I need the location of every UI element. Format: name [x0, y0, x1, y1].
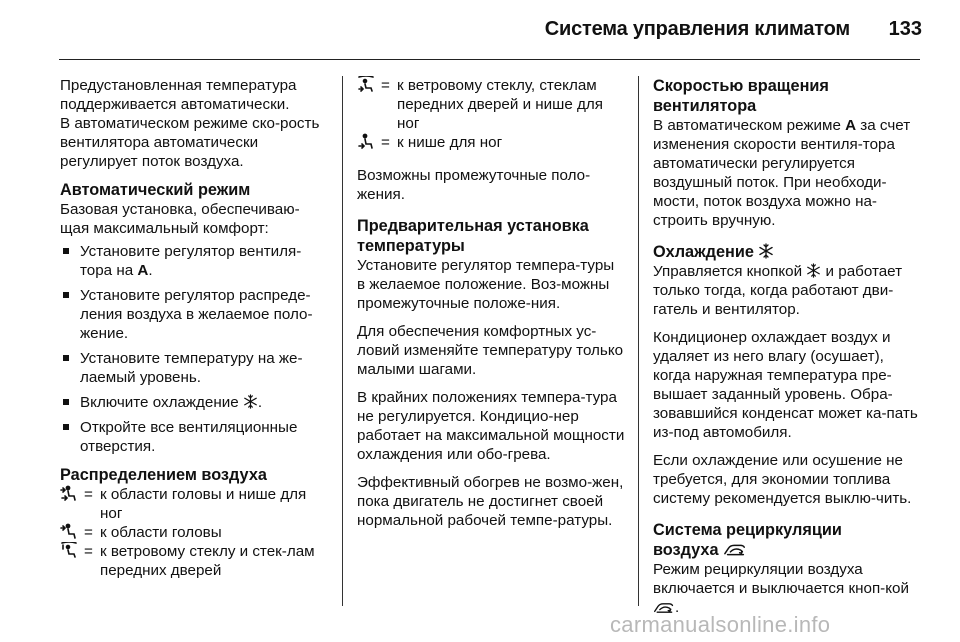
heading-auto-mode: Автоматический режим — [60, 181, 251, 199]
page-number: 133 — [888, 18, 922, 40]
paragraph: Эффективный обогрев не возмо-жен, пока двигатель не достигнет своей нормальной рабочей темпе-ратуры. — [357, 474, 624, 529]
air-feet-icon — [357, 133, 381, 152]
heading-fan-speed: Скоростью вращения вентилятора — [653, 77, 829, 115]
air-windshield-doors-feet-icon — [357, 76, 381, 133]
column-divider — [342, 76, 343, 606]
paragraph: В крайних положениях темпера-тура не регулируется. Кондицио-нер работает на максимальной мощности охлаждения или обо-грева. — [357, 389, 625, 463]
snowflake-icon — [243, 394, 258, 409]
snowflake-icon — [806, 263, 821, 278]
page-header — [0, 0, 960, 62]
paragraph: Для обеспечения комфортных ус-ловий изменяйте температуру только малыми шагами. — [357, 323, 624, 378]
paragraph: Управляется кнопкой и работает только тогда, когда работают дви-гатель и вентилятор. — [653, 263, 903, 318]
paragraph: В автоматическом режиме ско-рость вентилятора автоматически регулирует поток воздуха. — [60, 115, 320, 170]
paragraph: В автоматическом режиме A за счет изменения скорости вентиля-тора автоматически регулируется воздушный поток. При необходи-мости, поток воздуха можно на-строить вручную. — [653, 117, 911, 229]
column-1 — [60, 76, 328, 589]
mode-letter: A — [845, 117, 857, 134]
list-item: Установите температуру на же-лаемый уровень. — [60, 349, 328, 387]
list-item: Установите регулятор распреде-ления воздуха в желаемое поло-жение. — [60, 286, 328, 343]
mode-letter: A — [137, 262, 149, 279]
column-3 — [653, 76, 923, 626]
definition-item: = к ветровому стеклу и стек-лам передних дверей — [60, 542, 328, 580]
air-head-feet-icon — [60, 485, 84, 523]
definition-item: = к ветровому стеклу, стеклам передних дверей и нише для ног — [357, 76, 625, 133]
list-item: Установите регулятор вентиля-тора на A. — [60, 242, 328, 280]
paragraph: Если охлаждение или осушение не требуется, для экономии топлива систему рекомендуется выклю-чить. — [653, 452, 912, 507]
heading-recirculation-line2: воздуха — [653, 540, 923, 560]
heading-recirculation: Система рециркуляции — [653, 521, 842, 539]
column-2 — [357, 76, 625, 539]
paragraph: Установите регулятор темпера-туры в желаемое положение. Воз-можны промежуточные положе-ния. — [357, 257, 615, 312]
definition-list — [357, 76, 625, 152]
definition-list — [60, 485, 328, 580]
header-rule — [59, 59, 920, 60]
paragraph: Режим рециркуляции воздуха включается и выключается кноп-кой . — [653, 561, 909, 616]
definition-item: = к области головы — [60, 523, 328, 542]
page-title: Система управления климатом — [544, 18, 850, 40]
list-item: Откройте все вентиляционные отверстия. — [60, 418, 328, 456]
recirculation-icon — [723, 543, 747, 557]
air-head-icon — [60, 523, 84, 542]
paragraph: Кондиционер охлаждает воздух и удаляет из него влагу (осушает), когда наружная температура пре-вышает заданный уровень. Обра-зовавшийся конденсат может ка-пать из-под автомобиля. — [653, 329, 918, 441]
watermark: carmanualsonline.info — [610, 612, 831, 637]
paragraph: Базовая установка, обеспечиваю-щая максимальный комфорт: — [60, 201, 300, 237]
heading-air-distribution: Распределением воздуха — [60, 466, 267, 484]
column-divider — [638, 76, 639, 606]
heading-temperature-preset: Предварительная установка температуры — [357, 217, 589, 255]
bullet-list — [60, 242, 328, 456]
heading-cooling: Охлаждение — [653, 242, 923, 262]
paragraph: Предустановленная температура поддерживается автоматически. — [60, 77, 297, 113]
definition-item: = к области головы и нише для ног — [60, 485, 328, 523]
snowflake-icon — [758, 243, 774, 259]
paragraph: Возможны промежуточные поло-жения. — [357, 167, 591, 203]
definition-item: = к нише для ног — [357, 133, 625, 152]
air-windshield-doors-icon — [60, 542, 84, 580]
list-item: Включите охлаждение . — [60, 393, 328, 412]
